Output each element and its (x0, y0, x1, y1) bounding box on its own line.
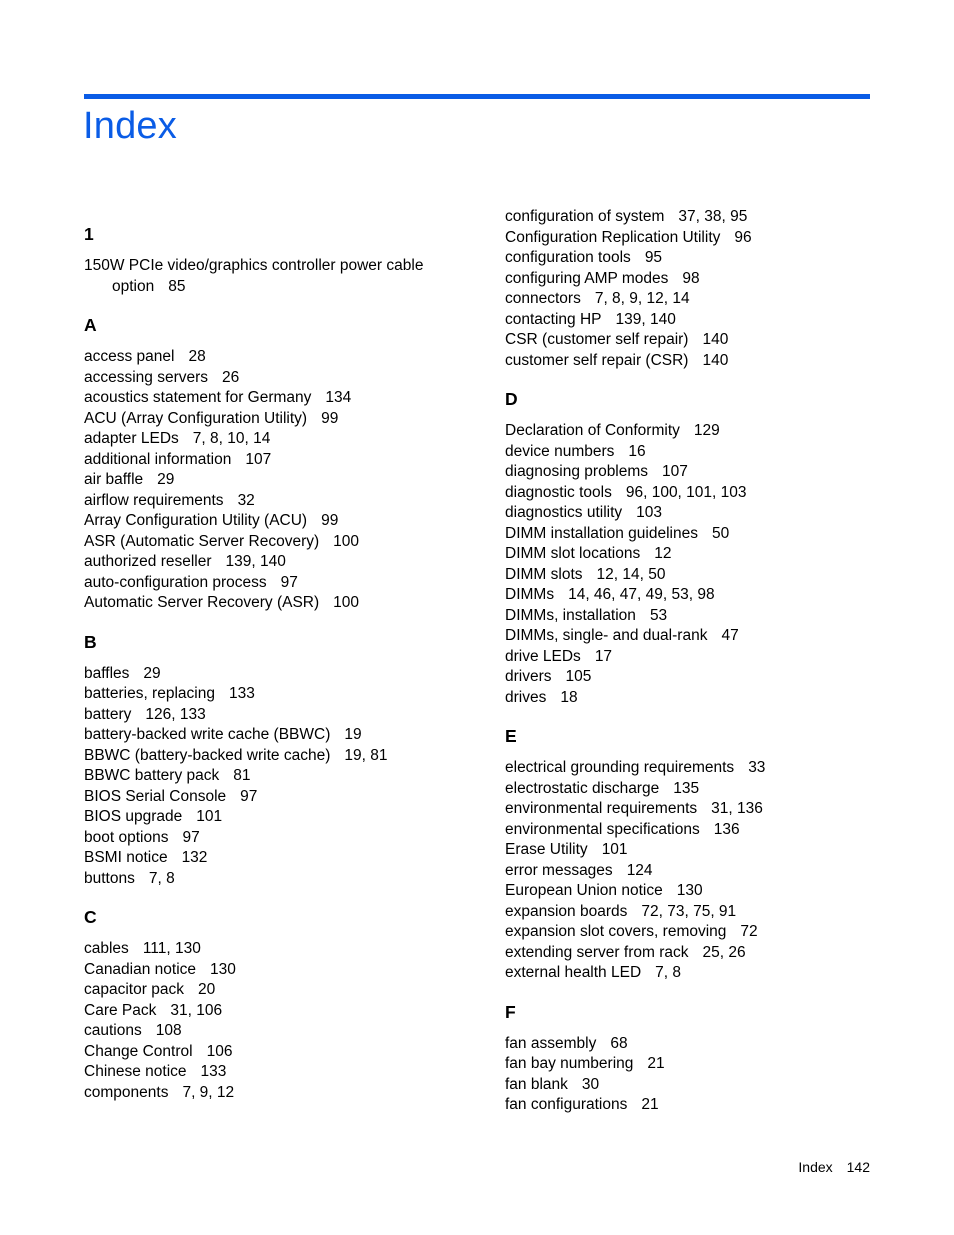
entry-pages[interactable]: 95 (644, 249, 663, 266)
entry-term: external health LED (505, 964, 642, 981)
entry-term: auto-configuration process (84, 573, 267, 591)
index-entry (84, 1021, 474, 1042)
entry-pages[interactable]: 26 (222, 368, 240, 386)
entry-term: additional information (84, 450, 232, 468)
entry-pages[interactable]: 136 (713, 820, 740, 838)
entry-term: Declaration of Conformity (505, 422, 680, 439)
entry-term: environmental specifications (505, 820, 700, 838)
entry-pages[interactable]: 134 (325, 389, 352, 406)
entry-term: DIMMs, installation (505, 606, 636, 624)
entry-pages[interactable]: 32 (237, 491, 255, 509)
entry-pages[interactable]: 12 (654, 545, 672, 562)
entry-pages[interactable]: 132 (181, 849, 208, 866)
entry-term: Canadian notice (84, 960, 197, 978)
index-entry (505, 1095, 885, 1116)
entry-term: buttons (84, 869, 135, 887)
entry-term: device numbers (505, 442, 615, 460)
entry-term: Configuration Replication Utility (505, 228, 721, 246)
index-section (84, 907, 474, 1103)
entry-term: fan configurations (505, 1096, 628, 1113)
entry-term: Chinese notice (84, 1063, 187, 1080)
entry-term: fan assembly (505, 1034, 597, 1052)
index-entry (84, 429, 474, 450)
entry-term: battery-backed write cache (BBWC) (84, 726, 331, 743)
index-section (505, 207, 885, 371)
entry-term: Automatic Server Recovery (ASR) (84, 594, 320, 611)
index-entry (84, 347, 474, 368)
index-entry (505, 943, 885, 964)
entry-pages[interactable]: 101 (196, 808, 223, 825)
entry-term: fan bay numbering (505, 1055, 634, 1072)
entry-term: Change Control (84, 1042, 193, 1060)
index-entry (84, 939, 474, 960)
index-entry (84, 1042, 474, 1063)
index-entry (84, 787, 474, 808)
entry-list (505, 421, 885, 708)
entry-term: electrical grounding requirements (505, 759, 735, 776)
entry-pages[interactable]: 53 (649, 606, 668, 624)
entry-term: DIMMs, single- and dual-rank (505, 627, 708, 644)
entry-pages[interactable]: 7, 8 (655, 964, 681, 981)
entry-term: authorized reseller (84, 553, 212, 570)
entry-term: DIMMs (505, 586, 555, 603)
entry-term: adapter LEDs (84, 430, 179, 447)
entry-term: BIOS Serial Console (84, 787, 227, 805)
entry-pages[interactable]: 100 (333, 532, 360, 550)
entry-pages[interactable]: 37, 38, 95 (678, 208, 748, 225)
entry-term: DIMM slots (505, 565, 583, 583)
entry-pages[interactable]: 72 (740, 923, 758, 940)
entry-pages[interactable]: 21 (641, 1096, 659, 1113)
entry-list (505, 207, 885, 371)
entry-list (84, 939, 474, 1103)
entry-pages[interactable]: 81 (233, 767, 251, 784)
entry-pages[interactable]: 68 (610, 1034, 628, 1052)
footer-page-number: 142 (846, 1159, 870, 1175)
index-entry (84, 256, 474, 297)
entry-list (505, 1034, 885, 1116)
entry-pages[interactable]: 14, 46, 47, 49, 53, 98 (568, 586, 715, 603)
entry-term: diagnosing problems (505, 463, 649, 480)
entry-term: configuration tools (505, 249, 631, 266)
index-entry (505, 1075, 885, 1096)
index-entry (505, 667, 885, 688)
index-entry (84, 664, 474, 685)
entry-pages[interactable]: 7, 8 (148, 869, 175, 887)
index-entry (505, 688, 885, 709)
entry-pages[interactable]: 124 (626, 861, 653, 879)
entry-term: extending server from rack (505, 943, 689, 961)
entry-term: boot options (84, 828, 169, 846)
index-entry (505, 1034, 885, 1055)
entry-term: expansion slot covers, removing (505, 923, 727, 940)
entry-term: capacitor pack (84, 981, 184, 998)
index-entry (505, 503, 885, 524)
title-rule (84, 94, 870, 99)
entry-pages[interactable]: 99 (321, 512, 339, 529)
entry-pages[interactable]: 7, 9, 12 (182, 1083, 235, 1101)
section-letter: 1 (84, 224, 94, 244)
entry-pages[interactable]: 25, 26 (702, 943, 746, 961)
entry-pages[interactable]: 18 (560, 688, 578, 706)
entry-pages[interactable]: 30 (581, 1075, 600, 1093)
entry-pages[interactable]: 50 (711, 524, 730, 542)
entry-term: accessing servers (84, 368, 209, 386)
index-entry (84, 388, 474, 409)
entry-pages[interactable]: 7, 8, 9, 12, 14 (594, 290, 690, 307)
entry-pages[interactable]: 96, 100, 101, 103 (625, 483, 747, 501)
index-column-left (84, 204, 474, 1103)
entry-term: components (84, 1083, 169, 1101)
entry-term: environmental requirements (505, 800, 698, 817)
section-letter: F (505, 1001, 516, 1022)
index-entry (505, 861, 885, 882)
entry-pages[interactable]: 17 (594, 647, 613, 665)
entry-pages[interactable]: 85 (168, 277, 186, 295)
entry-term: connectors (505, 290, 581, 307)
index-entry (505, 902, 885, 923)
index-entry (84, 409, 474, 430)
entry-pages[interactable]: 103 (636, 504, 663, 521)
index-entry (84, 368, 474, 389)
entry-pages[interactable]: 96 (734, 228, 752, 246)
index-entry (505, 330, 885, 351)
entry-pages[interactable]: 31, 106 (170, 1001, 223, 1019)
entry-term: air baffle (84, 471, 144, 488)
entry-term: DIMM installation guidelines (505, 524, 698, 542)
entry-list (84, 256, 474, 297)
entry-pages[interactable]: 107 (245, 450, 272, 468)
entry-term: cables (84, 940, 129, 957)
entry-pages[interactable]: 135 (673, 779, 700, 797)
index-entry (84, 552, 474, 573)
index-entry (84, 684, 474, 705)
index-entry (505, 840, 885, 861)
entry-pages[interactable]: 99 (321, 409, 339, 427)
entry-pages[interactable]: 28 (188, 348, 206, 365)
section-letter: A (84, 315, 97, 335)
entry-pages[interactable]: 98 (682, 269, 700, 287)
index-entry (505, 799, 885, 820)
entry-pages[interactable]: 7, 8, 10, 14 (192, 430, 271, 447)
entry-pages[interactable]: 139, 140 (225, 553, 286, 570)
index-entry (505, 758, 885, 779)
entry-pages[interactable]: 126, 133 (145, 705, 206, 723)
section-letter: C (84, 907, 97, 927)
index-entry (505, 269, 885, 290)
index-entry (505, 606, 885, 627)
entry-term: drives (505, 688, 547, 706)
entry-pages[interactable]: 20 (197, 981, 216, 998)
entry-pages[interactable]: 140 (702, 331, 729, 348)
entry-pages[interactable]: 29 (143, 664, 161, 682)
index-entry (84, 1083, 474, 1104)
index-entry (84, 1001, 474, 1022)
index-entry (84, 980, 474, 1001)
index-entry (84, 511, 474, 532)
entry-term: cautions (84, 1022, 142, 1039)
index-entry (505, 585, 885, 606)
entry-list (84, 347, 474, 614)
entry-term: expansion boards (505, 902, 628, 920)
page-footer (798, 1158, 870, 1176)
entry-pages[interactable]: 106 (206, 1042, 233, 1060)
entry-pages[interactable]: 107 (662, 463, 688, 480)
entry-term: acoustics statement for Germany (84, 389, 312, 406)
entry-term: baffles (84, 664, 130, 682)
index-entry (505, 922, 885, 943)
entry-term: Array Configuration Utility (ACU) (84, 512, 308, 529)
entry-list (505, 758, 885, 984)
index-entry (84, 1062, 474, 1083)
index-entry (505, 483, 885, 504)
entry-pages[interactable]: 29 (157, 471, 175, 488)
entry-term: 150W PCIe video/graphics controller power cable option (84, 257, 424, 295)
entry-pages[interactable]: 133 (200, 1063, 227, 1080)
entry-term: ASR (Automatic Server Recovery) (84, 532, 320, 550)
entry-term: BBWC (battery-backed write cache) (84, 746, 331, 764)
index-entry (505, 462, 885, 483)
page-title: Index (83, 105, 177, 147)
entry-pages[interactable]: 130 (676, 882, 703, 899)
index-entry (84, 532, 474, 553)
index-entry (505, 820, 885, 841)
index-entry (505, 310, 885, 331)
section-letter: E (505, 726, 517, 746)
entry-term: BBWC battery pack (84, 767, 220, 784)
index-entry (84, 470, 474, 491)
entry-term: customer self repair (CSR) (505, 351, 689, 369)
index-entry (505, 626, 885, 647)
entry-pages[interactable]: 47 (721, 627, 739, 644)
entry-pages[interactable]: 139, 140 (615, 310, 676, 328)
index-entry (84, 746, 474, 767)
entry-term: battery (84, 705, 132, 723)
section-letter: D (505, 389, 518, 409)
entry-pages[interactable]: 16 (628, 442, 646, 460)
entry-term: BSMI notice (84, 849, 168, 866)
entry-term: diagnostic tools (505, 483, 612, 501)
index-entry (84, 848, 474, 869)
index-column-right (505, 204, 885, 1116)
index-entry (505, 647, 885, 668)
entry-term: batteries, replacing (84, 685, 215, 702)
index-entry (505, 524, 885, 545)
index-entry (505, 1054, 885, 1075)
index-entry (84, 828, 474, 849)
index-entry (505, 289, 885, 310)
entry-pages[interactable]: 100 (333, 594, 360, 611)
index-entry (84, 960, 474, 981)
index-entry (84, 573, 474, 594)
index-entry (505, 779, 885, 800)
entry-term: drivers (505, 668, 552, 685)
entry-pages[interactable]: 108 (155, 1022, 182, 1039)
index-entry (505, 207, 885, 228)
entry-term: BIOS upgrade (84, 808, 183, 825)
entry-term: Care Pack (84, 1001, 157, 1019)
index-entry (84, 450, 474, 471)
entry-pages[interactable]: 111, 130 (142, 940, 201, 957)
entry-term: drive LEDs (505, 647, 581, 665)
entry-pages[interactable]: 33 (748, 759, 766, 776)
entry-term: fan blank (505, 1075, 568, 1093)
index-entry (84, 869, 474, 890)
entry-pages[interactable]: 101 (601, 841, 628, 858)
entry-pages[interactable]: 130 (210, 960, 236, 978)
index-entry (505, 881, 885, 902)
index-entry (84, 705, 474, 726)
entry-term: airflow requirements (84, 491, 224, 509)
entry-pages[interactable]: 12, 14, 50 (596, 565, 666, 583)
entry-term: access panel (84, 348, 175, 365)
index-entry (84, 807, 474, 828)
entry-term: contacting HP (505, 310, 602, 328)
entry-term: DIMM slot locations (505, 545, 641, 562)
entry-pages[interactable]: 140 (702, 351, 729, 369)
index-section (84, 632, 474, 890)
entry-term: ACU (Array Configuration Utility) (84, 409, 308, 427)
index-entry (505, 351, 885, 372)
index-section (84, 315, 474, 614)
entry-pages[interactable]: 97 (240, 787, 258, 805)
entry-pages[interactable]: 31, 136 (711, 800, 763, 817)
entry-pages[interactable]: 19 (344, 726, 362, 743)
entry-pages[interactable]: 133 (228, 685, 255, 702)
entry-pages[interactable]: 105 (565, 668, 592, 685)
entry-term: error messages (505, 861, 613, 879)
entry-term: European Union notice (505, 882, 663, 899)
entry-pages[interactable]: 97 (280, 573, 298, 591)
entry-pages[interactable]: 97 (182, 828, 200, 846)
index-entry (84, 725, 474, 746)
index-section (505, 726, 885, 984)
index-section (84, 224, 474, 297)
entry-pages[interactable]: 72, 73, 75, 91 (641, 902, 737, 920)
entry-term: electrostatic discharge (505, 779, 660, 797)
index-entry (505, 442, 885, 463)
index-section (505, 1002, 885, 1116)
index-entry (84, 593, 474, 614)
entry-pages[interactable]: 21 (647, 1055, 665, 1072)
index-entry (505, 544, 885, 565)
index-entry (505, 565, 885, 586)
footer-label: Index (798, 1159, 833, 1175)
index-section (505, 389, 885, 708)
index-entry (84, 491, 474, 512)
entry-pages[interactable]: 129 (693, 422, 720, 439)
section-letter: B (84, 631, 97, 652)
index-entry (505, 248, 885, 269)
entry-term: configuration of system (505, 208, 665, 225)
index-entry (505, 228, 885, 249)
index-entry (505, 963, 885, 984)
index-entry (505, 421, 885, 442)
entry-term: CSR (customer self repair) (505, 331, 689, 348)
entry-term: Erase Utility (505, 841, 588, 858)
index-entry (84, 766, 474, 787)
entry-term: diagnostics utility (505, 504, 623, 521)
entry-list (84, 664, 474, 890)
entry-term: configuring AMP modes (505, 269, 669, 287)
entry-pages[interactable]: 19, 81 (344, 746, 388, 764)
